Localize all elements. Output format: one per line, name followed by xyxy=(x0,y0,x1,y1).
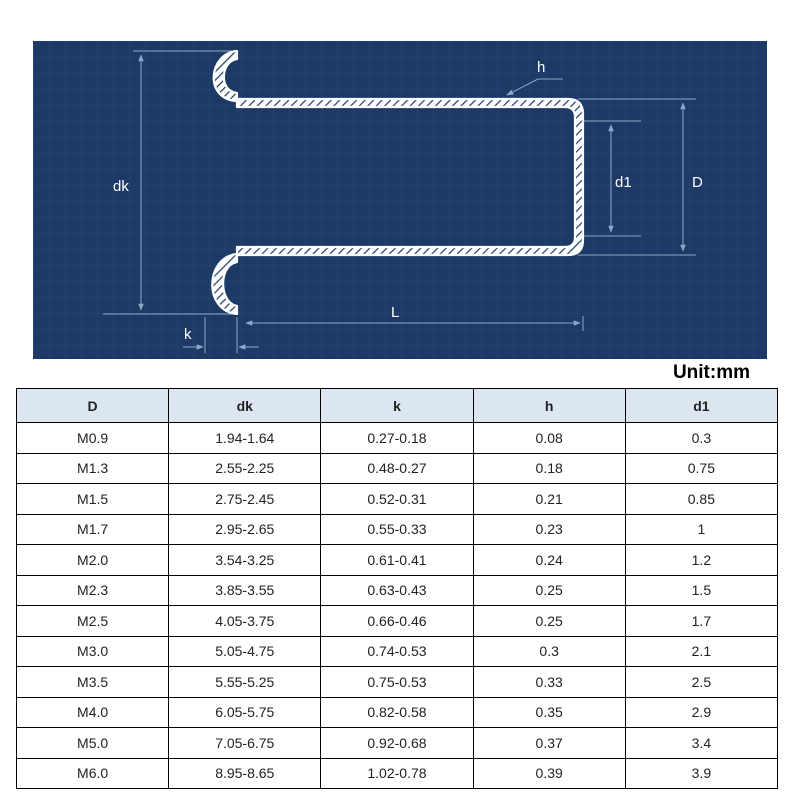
cell-d: M1.3 xyxy=(17,453,169,484)
cell-d: M2.5 xyxy=(17,606,169,637)
cell-k: 0.75-0.53 xyxy=(321,667,473,698)
table-row xyxy=(17,697,778,728)
cell-h: 0.39 xyxy=(473,758,625,789)
table-row xyxy=(17,575,778,606)
dimension-specification-table xyxy=(16,388,778,789)
table-row xyxy=(17,667,778,698)
column-header-D: D xyxy=(17,389,169,423)
cell-dk: 1.94-1.64 xyxy=(169,423,321,454)
cell-dk: 2.95-2.65 xyxy=(169,514,321,545)
cell-h: 0.3 xyxy=(473,636,625,667)
cell-h: 0.24 xyxy=(473,545,625,576)
cell-dk: 3.54-3.25 xyxy=(169,545,321,576)
dk-label: dk xyxy=(113,178,129,195)
cell-d: M3.0 xyxy=(17,636,169,667)
cell-d1: 1.2 xyxy=(625,545,777,576)
column-header-k: k xyxy=(321,389,473,423)
cell-k: 0.74-0.53 xyxy=(321,636,473,667)
cell-h: 0.35 xyxy=(473,697,625,728)
cell-k: 0.48-0.27 xyxy=(321,453,473,484)
blueprint-grid xyxy=(33,41,767,359)
cell-k: 0.52-0.31 xyxy=(321,484,473,515)
cell-d1: 0.3 xyxy=(625,423,777,454)
cell-d1: 2.9 xyxy=(625,697,777,728)
cell-d: M1.5 xyxy=(17,484,169,515)
d1-label: d1 xyxy=(615,174,632,191)
cell-d: M6.0 xyxy=(17,758,169,789)
cell-h: 0.18 xyxy=(473,453,625,484)
column-header-dk: dk xyxy=(169,389,321,423)
rivet-cross-section-diagram xyxy=(33,41,767,359)
table-row xyxy=(17,606,778,637)
cell-dk: 5.55-5.25 xyxy=(169,667,321,698)
cell-dk: 2.75-2.45 xyxy=(169,484,321,515)
table-row xyxy=(17,545,778,576)
cell-dk: 3.85-3.55 xyxy=(169,575,321,606)
cell-k: 0.92-0.68 xyxy=(321,728,473,759)
cell-d1: 3.4 xyxy=(625,728,777,759)
table-row xyxy=(17,728,778,759)
cell-k: 0.66-0.46 xyxy=(321,606,473,637)
cell-d1: 1.5 xyxy=(625,575,777,606)
cell-h: 0.21 xyxy=(473,484,625,515)
D-label: D xyxy=(692,174,703,191)
cell-dk: 7.05-6.75 xyxy=(169,728,321,759)
cell-h: 0.37 xyxy=(473,728,625,759)
table-row xyxy=(17,636,778,667)
cell-dk: 4.05-3.75 xyxy=(169,606,321,637)
column-header-h: h xyxy=(473,389,625,423)
table-header-row xyxy=(17,389,778,423)
cell-d: M4.0 xyxy=(17,697,169,728)
table-row xyxy=(17,514,778,545)
table-row xyxy=(17,758,778,789)
cell-k: 0.63-0.43 xyxy=(321,575,473,606)
unit-label: Unit:mm xyxy=(672,362,750,383)
cell-d1: 2.5 xyxy=(625,667,777,698)
cell-d: M5.0 xyxy=(17,728,169,759)
cell-h: 0.23 xyxy=(473,514,625,545)
table-row xyxy=(17,453,778,484)
cell-h: 0.25 xyxy=(473,575,625,606)
cell-dk: 8.95-8.65 xyxy=(169,758,321,789)
cell-dk: 5.05-4.75 xyxy=(169,636,321,667)
cell-dk: 6.05-5.75 xyxy=(169,697,321,728)
table-body xyxy=(17,423,778,789)
cell-d1: 1 xyxy=(625,514,777,545)
cell-d1: 2.1 xyxy=(625,636,777,667)
L-label: L xyxy=(391,304,400,321)
cell-k: 0.27-0.18 xyxy=(321,423,473,454)
cell-k: 0.55-0.33 xyxy=(321,514,473,545)
k-label: k xyxy=(184,326,192,343)
cell-d: M3.5 xyxy=(17,667,169,698)
cell-d1: 0.75 xyxy=(625,453,777,484)
cell-h: 0.33 xyxy=(473,667,625,698)
cell-h: 0.08 xyxy=(473,423,625,454)
cell-h: 0.25 xyxy=(473,606,625,637)
cell-d1: 3.9 xyxy=(625,758,777,789)
cell-d: M0.9 xyxy=(17,423,169,454)
h-label: h xyxy=(537,59,546,76)
cell-k: 1.02-0.78 xyxy=(321,758,473,789)
cell-d1: 0.85 xyxy=(625,484,777,515)
cell-d1: 1.7 xyxy=(625,606,777,637)
cell-d: M2.3 xyxy=(17,575,169,606)
column-header-d1: d1 xyxy=(625,389,777,423)
cell-k: 0.82-0.58 xyxy=(321,697,473,728)
cell-k: 0.61-0.41 xyxy=(321,545,473,576)
cell-dk: 2.55-2.25 xyxy=(169,453,321,484)
cell-d: M2.0 xyxy=(17,545,169,576)
table-row xyxy=(17,484,778,515)
table-row xyxy=(17,423,778,454)
cell-d: M1.7 xyxy=(17,514,169,545)
